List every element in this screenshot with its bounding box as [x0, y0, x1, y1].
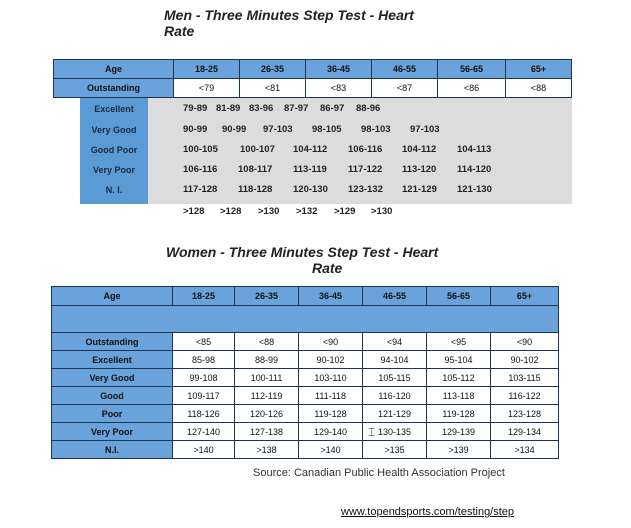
women-cell: <90	[299, 333, 363, 351]
men-cell: >128	[183, 206, 205, 217]
men-cell: 114-120	[457, 164, 492, 175]
women-cell: 95-104	[427, 351, 491, 369]
men-cell: 106-116	[348, 144, 383, 155]
women-cell: 130-135	[363, 423, 427, 441]
men-cell: 118-128	[238, 184, 273, 195]
women-spacer-row	[52, 306, 559, 333]
men-header-18-25: 18-25	[174, 60, 240, 79]
men-cell: 81-89	[216, 103, 241, 114]
women-cell: 103-115	[491, 369, 559, 387]
men-cell: 104-112	[402, 144, 437, 155]
men-row-label: Good Poor	[90, 145, 138, 155]
men-cell: 83-96	[249, 103, 274, 114]
men-cell: 90-99	[222, 124, 247, 135]
women-table	[51, 286, 559, 459]
women-cell: 111-118	[299, 387, 363, 405]
women-cell: 113-118	[427, 387, 491, 405]
men-cell: >129	[334, 206, 356, 217]
men-row-label: Excellent	[94, 104, 134, 114]
men-title-line1: Men - Three Minutes Step Test - Heart	[164, 7, 414, 23]
women-cell: >135	[363, 441, 427, 459]
men-row-label: Very Good	[91, 125, 137, 135]
men-outstanding-cell: <81	[240, 79, 306, 98]
women-cell: >139	[427, 441, 491, 459]
men-cell: 100-105	[183, 144, 218, 155]
women-cell: 119-128	[427, 405, 491, 423]
men-outstanding-cell: <87	[372, 79, 438, 98]
men-cell: 117-128	[183, 184, 218, 195]
women-row-label: Very Poor	[52, 423, 173, 441]
men-header-row	[54, 60, 572, 79]
men-cell: 100-107	[240, 144, 275, 155]
men-header-36-45: 36-45	[306, 60, 372, 79]
women-cell: >134	[491, 441, 559, 459]
women-title	[166, 244, 438, 276]
men-outstanding-label: Outstanding	[54, 79, 174, 98]
women-row-poor	[52, 405, 559, 423]
women-row-label: Outstanding	[52, 333, 173, 351]
men-outstanding-row	[54, 79, 572, 98]
men-header-age: Age	[54, 60, 174, 79]
men-header-65plus: 65+	[506, 60, 572, 79]
men-cell: 98-105	[312, 124, 342, 135]
men-cell: >130	[371, 206, 393, 217]
men-title-line2: Rate	[164, 23, 195, 39]
men-cell: 104-112	[293, 144, 328, 155]
women-cell: 109-117	[173, 387, 235, 405]
men-cell: 104-113	[457, 144, 492, 155]
men-cell: 87-97	[284, 103, 309, 114]
women-cell: 90-102	[491, 351, 559, 369]
women-cell: <94	[363, 333, 427, 351]
women-row-excellent	[52, 351, 559, 369]
men-cell: 79-89	[183, 103, 208, 114]
women-cell: 94-104	[363, 351, 427, 369]
men-cell: 113-120	[402, 164, 437, 175]
women-cell: <90	[491, 333, 559, 351]
women-cell: 127-138	[235, 423, 299, 441]
men-cell: 113-119	[293, 164, 327, 175]
women-row-good	[52, 387, 559, 405]
men-outstanding-cell: <88	[506, 79, 572, 98]
women-cell: 118-126	[173, 405, 235, 423]
women-row-outstanding	[52, 333, 559, 351]
men-cell: 117-122	[348, 164, 383, 175]
women-cell: 105-115	[363, 369, 427, 387]
men-row-label: N. I.	[105, 185, 123, 195]
men-cell: 120-130	[293, 184, 328, 195]
women-cell: 88-99	[235, 351, 299, 369]
women-cell: 112-119	[235, 387, 299, 405]
women-row-ni	[52, 441, 559, 459]
men-cell: >132	[296, 206, 318, 217]
women-title-line1: Women - Three Minutes Step Test - Heart	[166, 244, 439, 260]
women-header-56-65: 56-65	[427, 287, 491, 306]
women-cell: >140	[173, 441, 235, 459]
women-cell: 90-102	[299, 351, 363, 369]
women-row-label: N.I.	[52, 441, 173, 459]
women-cell: >138	[235, 441, 299, 459]
women-cell: <88	[235, 333, 299, 351]
women-cell: >140	[299, 441, 363, 459]
women-cell: 129-139	[427, 423, 491, 441]
men-outstanding-cell: <83	[306, 79, 372, 98]
men-cell: >128	[220, 206, 242, 217]
men-header-46-55: 46-55	[372, 60, 438, 79]
women-row-label: Good	[52, 387, 173, 405]
men-cell: 97-103	[263, 124, 293, 135]
women-header-18-25: 18-25	[173, 287, 235, 306]
women-spacer-cell	[52, 306, 559, 333]
women-cell: 85-98	[173, 351, 235, 369]
men-cell: 108-117	[238, 164, 273, 175]
women-cell: 116-120	[363, 387, 427, 405]
men-header-26-35: 26-35	[240, 60, 306, 79]
men-header-table	[53, 59, 572, 98]
women-cell: 119-128	[299, 405, 363, 423]
women-cell: <85	[173, 333, 235, 351]
women-header-26-35: 26-35	[235, 287, 299, 306]
women-row-label: Very Good	[52, 369, 173, 387]
men-cell: 121-130	[457, 184, 492, 195]
women-row-very-poor	[52, 423, 559, 441]
men-cell: 121-129	[402, 184, 437, 195]
women-cell: 120-126	[235, 405, 299, 423]
women-row-label: Poor	[52, 405, 173, 423]
women-cell: 100-111	[235, 369, 299, 387]
men-cell: 123-132	[348, 184, 383, 195]
women-row-very-good	[52, 369, 559, 387]
text-cursor-icon: ⌶	[368, 425, 376, 439]
men-cell: 86-97	[320, 103, 345, 114]
women-cell: 129-140	[299, 423, 363, 441]
women-header-36-45: 36-45	[299, 287, 363, 306]
women-cell: 103-110	[299, 369, 363, 387]
men-cell: 106-116	[183, 164, 218, 175]
men-outstanding-cell: <86	[438, 79, 506, 98]
women-cell: 121-129	[363, 405, 427, 423]
women-cell: <95	[427, 333, 491, 351]
source-link[interactable]: www.topendsports.com/testing/step	[341, 506, 515, 518]
men-title	[164, 7, 414, 39]
women-cell: 99-108	[173, 369, 235, 387]
women-cell: 127-140	[173, 423, 235, 441]
men-cell: 88-96	[356, 103, 381, 114]
source-note: Source: Canadian Public Health Association Project	[253, 467, 505, 479]
men-cell: 90-99	[183, 124, 208, 135]
women-header-65plus: 65+	[491, 287, 559, 306]
women-cell: 116-122	[491, 387, 559, 405]
men-cell: 97-103	[410, 124, 440, 135]
men-outstanding-cell: <79	[174, 79, 240, 98]
women-title-line2: Rate	[312, 260, 343, 276]
women-header-row	[52, 287, 559, 306]
men-cell: >130	[258, 206, 280, 217]
women-header-46-55: 46-55	[363, 287, 427, 306]
men-header-56-65: 56-65	[438, 60, 506, 79]
women-row-label: Excellent	[52, 351, 173, 369]
women-cell: 123-128	[491, 405, 559, 423]
women-cell: 105-112	[427, 369, 491, 387]
women-cell: 129-134	[491, 423, 559, 441]
men-row-label: Very Poor	[92, 165, 136, 175]
women-header-age: Age	[52, 287, 173, 306]
men-cell: 98-103	[361, 124, 391, 135]
